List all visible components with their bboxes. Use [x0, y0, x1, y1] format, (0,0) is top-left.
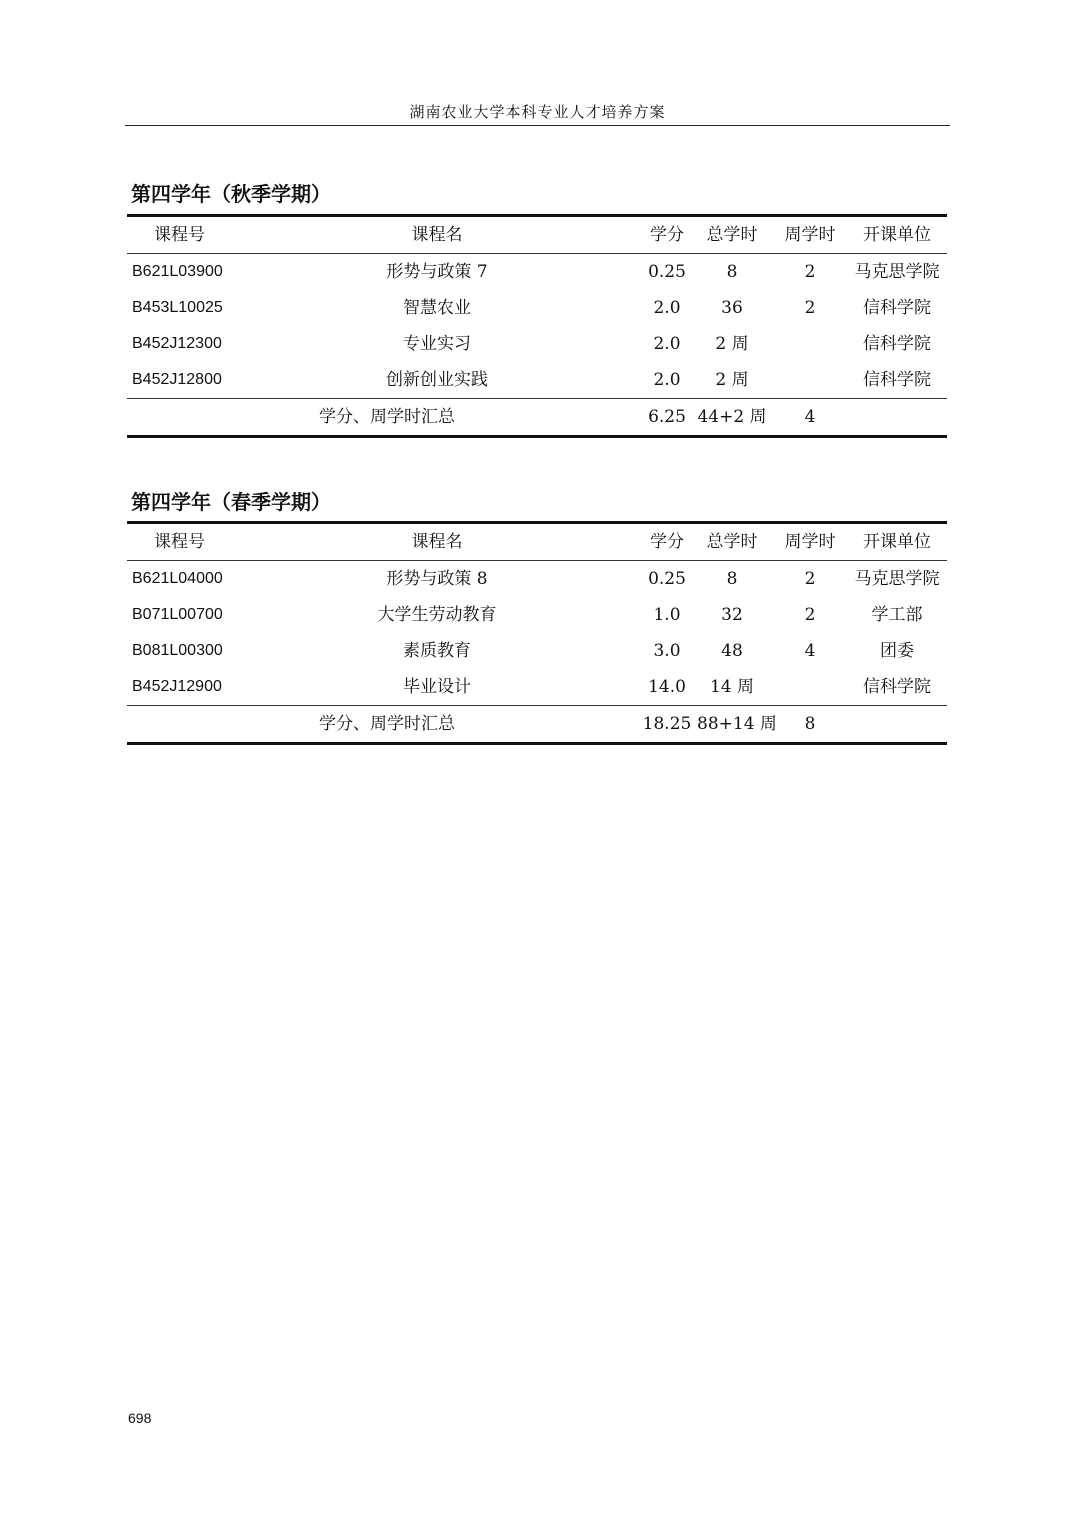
course-credit: 2.0	[653, 334, 681, 354]
col-header-department: 开课单位	[863, 225, 931, 245]
course-credit: 1.0	[653, 605, 681, 625]
course-weekly-hours: 4	[804, 641, 816, 661]
summary-label: 学分、周学时汇总	[319, 714, 455, 734]
course-name: 智慧农业	[403, 298, 471, 318]
course-code: B452J12900	[132, 678, 222, 695]
table-row	[127, 290, 947, 326]
table-row	[127, 254, 947, 290]
course-code: B621L03900	[132, 263, 223, 280]
col-header-credit: 学分	[650, 532, 684, 552]
course-department: 学工部	[871, 605, 923, 625]
col-header-name: 课程名	[411, 225, 463, 245]
summary-row	[127, 398, 947, 435]
course-code: B452J12300	[132, 335, 222, 352]
course-credit: 0.25	[648, 569, 686, 589]
page-number: 698	[128, 1410, 152, 1426]
course-code: B081L00300	[132, 642, 223, 659]
course-name: 形势与政策 7	[386, 262, 488, 282]
summary-total-hours: 44+2 周	[697, 407, 767, 427]
course-weekly-hours: 2	[804, 262, 816, 282]
course-credit: 3.0	[653, 641, 681, 661]
course-department: 马克思学院	[854, 262, 940, 282]
course-credit: 14.0	[648, 677, 686, 697]
col-header-credit: 学分	[650, 225, 684, 245]
table-header-row	[127, 524, 947, 561]
table-row	[127, 561, 947, 597]
summary-weekly-hours: 8	[804, 714, 816, 734]
course-total-hours: 2 周	[715, 370, 749, 390]
section-title-autumn: 第四学年（秋季学期）	[131, 182, 331, 206]
course-department: 信科学院	[863, 334, 931, 354]
course-credit: 2.0	[653, 298, 681, 318]
course-department: 马克思学院	[854, 569, 940, 589]
course-weekly-hours: 2	[804, 569, 816, 589]
course-total-hours: 36	[721, 298, 743, 318]
course-weekly-hours: 2	[804, 298, 816, 318]
summary-label: 学分、周学时汇总	[319, 407, 455, 427]
col-header-total-hours: 总学时	[706, 225, 758, 245]
table-row	[127, 597, 947, 633]
course-table-autumn	[127, 214, 947, 438]
course-weekly-hours: 2	[804, 605, 816, 625]
course-weekly-hours	[775, 362, 845, 398]
course-total-hours: 32	[721, 605, 743, 625]
col-header-code: 课程号	[154, 225, 205, 245]
col-header-name: 课程名	[411, 532, 463, 552]
course-department: 团委	[880, 641, 914, 661]
col-header-code: 课程号	[154, 532, 205, 552]
summary-credit: 18.25	[642, 714, 692, 734]
col-header-total-hours: 总学时	[706, 532, 758, 552]
summary-total-hours: 88+14 周	[697, 714, 777, 734]
col-header-weekly-hours: 周学时	[784, 225, 836, 245]
course-department: 信科学院	[863, 677, 931, 697]
course-department: 信科学院	[863, 370, 931, 390]
course-total-hours: 8	[726, 569, 738, 589]
course-total-hours: 48	[721, 641, 743, 661]
table-row	[127, 326, 947, 362]
course-name: 毕业设计	[403, 677, 471, 697]
summary-weekly-hours: 4	[804, 407, 816, 427]
table-header-row	[127, 217, 947, 254]
course-name: 大学生劳动教育	[377, 605, 497, 625]
course-credit: 0.25	[648, 262, 686, 282]
course-table-spring	[127, 521, 947, 745]
course-department: 信科学院	[863, 298, 931, 318]
course-name: 素质教育	[403, 641, 471, 661]
course-credit: 2.0	[653, 370, 681, 390]
course-total-hours: 2 周	[715, 334, 749, 354]
section-title-spring: 第四学年（春季学期）	[131, 490, 331, 514]
table-row	[127, 633, 947, 669]
page-header: 湖南农业大学本科专业人才培养方案	[125, 102, 950, 126]
course-name: 专业实习	[403, 334, 471, 354]
table-row	[127, 669, 947, 705]
summary-credit: 6.25	[648, 407, 686, 427]
course-code: B452J12800	[132, 371, 222, 388]
table-row	[127, 362, 947, 398]
course-weekly-hours	[775, 669, 845, 705]
course-code: B621L04000	[132, 570, 223, 587]
course-total-hours: 14 周	[709, 677, 755, 697]
col-header-department: 开课单位	[863, 532, 931, 552]
summary-row	[127, 705, 947, 742]
col-header-weekly-hours: 周学时	[784, 532, 836, 552]
course-name: 创新创业实践	[386, 370, 488, 390]
course-weekly-hours	[775, 326, 845, 362]
course-name: 形势与政策 8	[386, 569, 488, 589]
course-code: B453L10025	[132, 299, 223, 316]
course-total-hours: 8	[726, 262, 738, 282]
course-code: B071L00700	[132, 606, 223, 623]
